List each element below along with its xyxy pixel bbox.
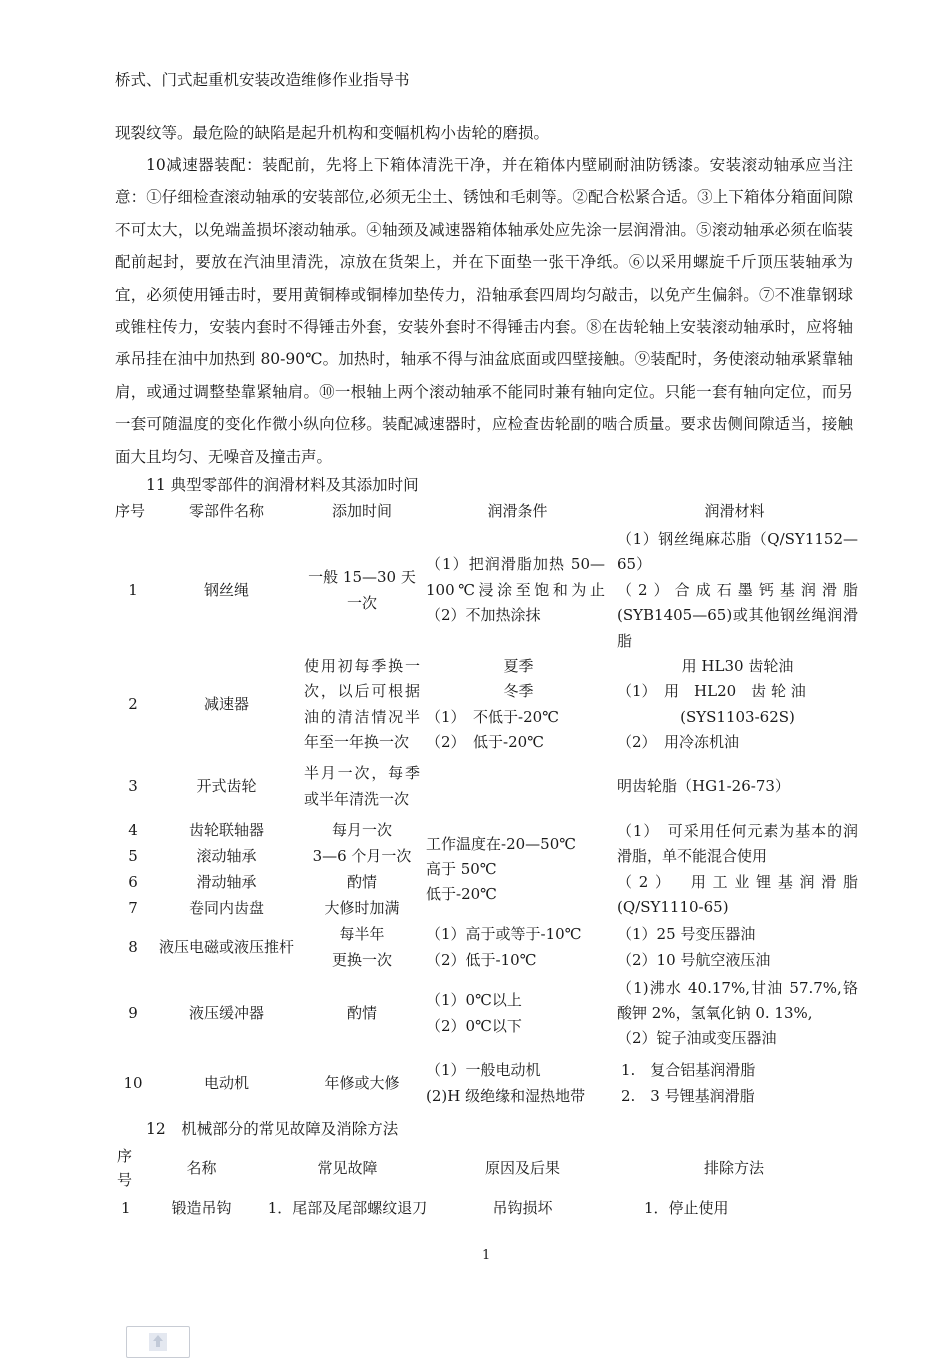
condition-line: （1）0℃以上: [426, 991, 522, 1010]
col-header-cause: 原因及后果: [484, 1159, 560, 1177]
row-part-name: 卷同内齿盘: [188, 898, 264, 917]
col-header-condition: 润滑条件: [487, 502, 548, 521]
material-line: 2. 3 号锂基润滑脂: [621, 1086, 755, 1105]
row-no: 1: [128, 580, 138, 599]
col-header-remedy: 排除方法: [703, 1159, 764, 1177]
material-line: （2） 用工业锂基润滑脂(Q/SY1110-65): [617, 872, 858, 917]
row-condition: [424, 654, 611, 756]
row-condition: （1）把润滑脂加热 50—100℃浸涂至饱和为止（2）不加热涂抹: [426, 555, 605, 625]
condition-line: 夏季: [503, 657, 534, 676]
row-part-name: 滚动轴承: [196, 846, 257, 865]
row-no: 1: [121, 1199, 131, 1217]
row-fault: 1．尾部及尾部螺纹退刀: [267, 1199, 428, 1217]
condition-line: （2）低于-10℃: [426, 950, 537, 969]
col-header-part-name: 零部件名称: [188, 502, 264, 521]
material-line: （2） 用冷冻机油: [617, 733, 740, 752]
material-line: （2）合成石墨钙基润滑脂(SYB1405—65)或其他钢丝绳润滑脂: [617, 580, 858, 650]
row-part-name: 液压缓冲器: [188, 1003, 264, 1022]
row-add-time: 大修时加满: [324, 898, 400, 917]
row-no: 2: [128, 695, 138, 714]
material-line: 1. 复合铝基润滑脂: [621, 1061, 756, 1080]
group-condition: [424, 818, 611, 922]
time-line: 每半年: [339, 925, 385, 944]
row-part-name: 减速器: [203, 695, 249, 714]
row-add-time: 年修或大修: [324, 1073, 400, 1092]
row-material: [611, 1054, 858, 1114]
material-line: 用 HL30 齿轮油: [681, 657, 794, 676]
row-add-time: 酌情: [346, 1003, 377, 1022]
row-part-name: 齿轮联轴器: [188, 820, 264, 839]
row-add-time: 每月一次: [331, 820, 392, 839]
material-line: （1）钢丝绳麻芯脂（Q/SY1152—65）: [617, 530, 858, 574]
material-line: (SYS1103-62S): [680, 707, 795, 726]
condition-line: （2）0℃以下: [426, 1016, 522, 1035]
condition-line: （2） 低于-20℃: [426, 733, 544, 752]
condition-line: 高于 50℃: [426, 859, 497, 878]
row-cause: 吊钩损坏: [492, 1199, 553, 1217]
table-row: [113, 654, 858, 756]
paragraph-continuation: 现裂纹等。最危险的缺陷是起升机构和变幅机构小齿轮的磨损。: [115, 124, 550, 142]
row-add-time: 半月一次，每季或半年清洗一次: [304, 764, 420, 808]
col-header-no: 序号: [117, 1147, 133, 1189]
table-row: [113, 974, 858, 1054]
condition-line: 工作温度在-20—50℃: [426, 834, 577, 853]
row-no: 10: [123, 1073, 143, 1092]
row-no: 6: [128, 872, 138, 891]
col-header-add-time: 添加时间: [331, 502, 392, 521]
condition-line: 冬季: [503, 682, 534, 701]
paragraph-reducer-assembly: 10减速器装配：装配前，先将上下箱体清洗干净，并在箱体内壁刷耐油防锈漆。安装滚动轴承应当注意：①仔细检查滚动轴承的安装部位,必须无尘土、锈蚀和毛刺等。②配合松紧合适。③上下箱体分箱面间隙不可太大，以免端盖损坏滚动轴承。④轴颈及减速器箱体轴承处应先涂一层润滑油。⑤滚动轴承必须在临装配前起封，要放在汽油里清洗，凉放在货架上，并在下面垫一张干净纸。⑥以采用螺旋千斤顶压装轴承为宜，必须使用锤击时，要用黄铜棒或铜棒加垫传力，沿轴承套四周均匀敲击，以免产生偏斜。⑦不准靠钢球或锥柱传力，安装内套时不得锤击外套，安装外套时不得锤击内套。⑧在齿轮轴上安装滚动轴承时，应将轴承吊挂在油中加热到 80-90℃。加热时，轴承不得与油盆底面或四壁接触。⑨装配时，务使滚动轴承紧靠轴肩，或通过调整垫靠紧轴肩。⑩一根轴上两个滚动轴承不能同时兼有轴向定位。只能一套有轴向定位，而另一套可随温度的变化作微小纵向位移。装配减速器时，应检查齿轮副的啮合质量。要求齿侧间隙适当，接触面大且均匀、无噪音及撞击声。: [115, 156, 853, 466]
row-part-name: 钢丝绳: [203, 580, 249, 599]
row-no: 8: [128, 937, 138, 956]
row-part-name: 电动机: [203, 1073, 249, 1092]
row-no: 7: [128, 898, 138, 917]
time-line: 更换一次: [331, 950, 392, 969]
running-header: 桥式、门式起重机安装改造维修作业指导书: [115, 71, 410, 89]
material-line: （1)沸水 40.17%,甘油 57.7%,铬酸钾 2%，氢氧化钠 0. 13%,: [617, 978, 858, 1022]
row-add-time: 一般 15—30 天一次: [308, 568, 416, 612]
condition-line: （1）一般电动机: [426, 1061, 541, 1080]
section-12-title: 12 机械部分的常见故障及消除方法: [146, 1120, 399, 1138]
row-material: [611, 527, 858, 654]
condition-line: （1） 不低于-20℃: [426, 707, 559, 726]
material-line: （2）锭子油或变压器油: [617, 1029, 777, 1048]
row-part-name: 滑动轴承: [196, 872, 257, 891]
row-no: 9: [128, 1003, 138, 1022]
row-condition: [424, 974, 611, 1054]
row-no: 4: [128, 820, 138, 839]
row-add-time: 3—6 个月一次: [312, 846, 412, 865]
row-material: 明齿轮脂（HG1-26-73）: [617, 776, 790, 795]
table-row: [113, 1054, 858, 1114]
table-row: [113, 1192, 858, 1224]
material-line: （2）10 号航空液压油: [617, 950, 771, 969]
row-add-time: [300, 922, 424, 974]
row-condition: [424, 1054, 611, 1114]
col-header-name: 名称: [186, 1159, 217, 1177]
material-line: （1） 可采用任何元素为基本的润滑脂，单不能混合使用: [617, 821, 858, 866]
fault-table: [113, 1144, 858, 1224]
row-name: 锻造吊钩: [171, 1199, 232, 1217]
section-11-title: 11 典型零部件的润滑材料及其添加时间: [146, 476, 419, 494]
lubrication-table: [113, 497, 858, 1114]
material-line: （1） 用 HL20 齿 轮 油: [617, 682, 806, 701]
condition-line: 低于-20℃: [426, 885, 497, 904]
row-add-time: 使用初每季换一次，以后可根据油的清洁情况半年至一年换一次: [304, 657, 420, 752]
condition-line: （1）高于或等于-10℃: [426, 925, 582, 944]
page-number: 1: [482, 1248, 491, 1263]
condition-line: (2)H 级绝缘和湿热地带: [426, 1086, 586, 1105]
watermark-logo-icon: [126, 1326, 190, 1358]
row-no: 5: [128, 846, 138, 865]
col-header-material: 润滑材料: [704, 502, 765, 521]
table-header-row: [113, 1144, 858, 1192]
row-part-name: 开式齿轮: [196, 776, 257, 795]
group-material: [611, 818, 858, 922]
row-material: [611, 974, 858, 1054]
row-part-name: 液压电磁或液压推杆: [158, 937, 294, 956]
table-row: [113, 527, 858, 654]
row-add-time: 酌情: [346, 872, 377, 891]
material-line: （1）25 号变压器油: [617, 925, 756, 944]
row-remedy: 1．停止使用: [644, 1199, 729, 1217]
table-row: [113, 922, 858, 974]
row-material: [611, 654, 858, 756]
row-condition: [424, 922, 611, 974]
col-header-fault: 常见故障: [317, 1159, 378, 1177]
row-no: 3: [128, 776, 138, 795]
table-header-row: [113, 497, 858, 527]
col-header-no: 序号: [115, 502, 146, 521]
table-row: [113, 756, 858, 818]
row-condition: [424, 756, 611, 818]
table-row: [113, 818, 858, 844]
row-material: [611, 922, 858, 974]
